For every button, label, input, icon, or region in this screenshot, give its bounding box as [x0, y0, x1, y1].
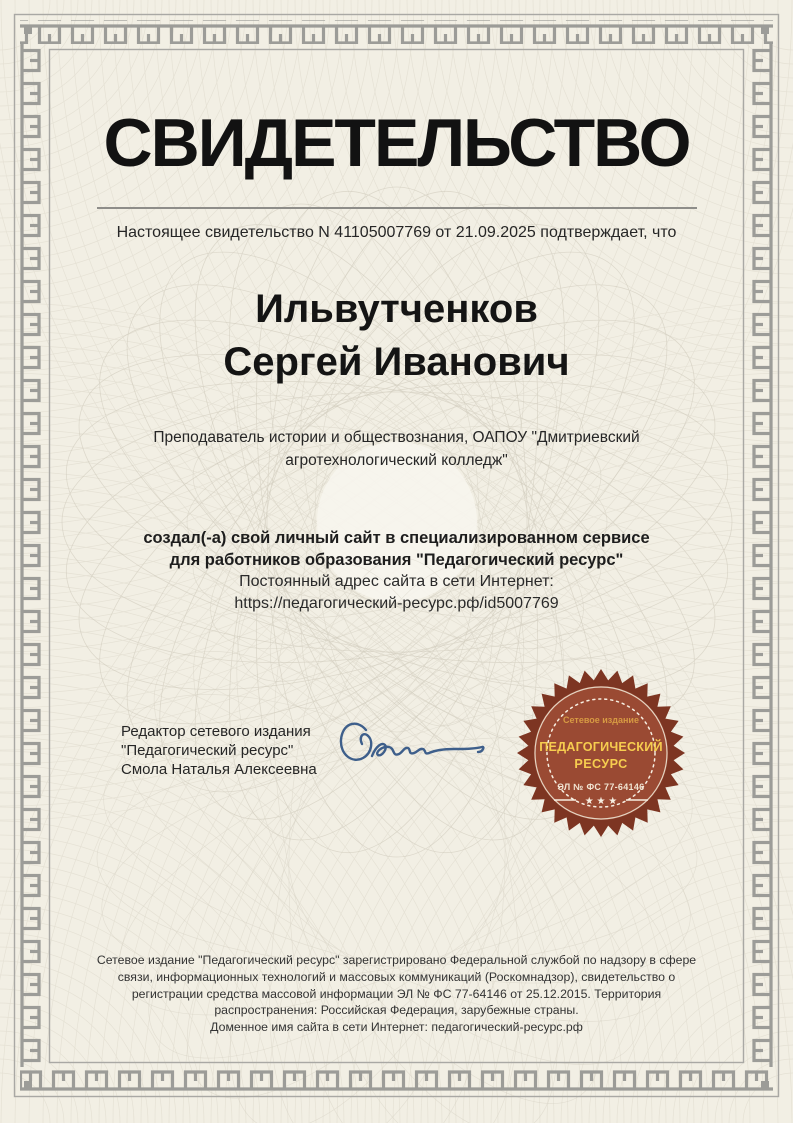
recipient-firstname: Сергей Иванович	[223, 340, 570, 384]
seal-tagline: Сетевое издание	[563, 715, 639, 725]
editor-signature	[332, 708, 492, 786]
achievement-text: создал(-а) свой личный сайт в специализированном сервисе для работников образования "Педагогический ресурс"	[143, 529, 650, 569]
recipient-position: Преподаватель истории и обществознания, ОАПОУ "Дмитриевский агротехнологический колледж"	[153, 429, 640, 469]
recipient-name	[0, 283, 793, 389]
registration-footer	[0, 952, 793, 1036]
seal-reg-number: ЭЛ № ФС 77-64146	[557, 782, 645, 792]
footer-line: связи, информационных технологий и массовых коммуникаций (Роскомнадзор), свидетельство о	[117, 969, 676, 984]
seal-name-line2: РЕСУРС	[574, 757, 628, 771]
editor-block: Редактор сетевого издания "Педагогический ресурс" Смола Наталья Алексеевна	[121, 723, 317, 778]
editor-name: Смола Наталья Алексеевна	[121, 761, 317, 778]
site-address	[0, 571, 793, 614]
registration-seal	[516, 668, 686, 838]
meander-band-top	[20, 20, 773, 44]
title-divider	[97, 207, 697, 209]
certificate-statement: Настоящее свидетельство N 41105007769 от 21.09.2025 подтверждает, что	[116, 224, 677, 241]
seal-name-line1: ПЕДАГОГИЧЕСКИЙ	[539, 740, 663, 754]
footer-line: Сетевое издание "Педагогический ресурс" зарегистрировано Федеральной службой по надзору в сфере	[96, 953, 697, 967]
seal-stars: ★ ★ ★	[584, 796, 618, 807]
signature-stroke	[341, 724, 483, 760]
site-address-label: Постоянный адрес сайта в сети Интернет:	[239, 573, 554, 590]
site-address-url: https://педагогический-ресурс.рф/id5007769	[234, 594, 559, 612]
certificate-title: СВИДЕТЕЛЬСТВО	[103, 105, 690, 181]
recipient-surname: Ильвутченков	[255, 287, 538, 331]
footer-line: регистрации средства массовой информации ЭЛ № ФС 77-64146 от 25.12.2015. Территория	[131, 986, 662, 1001]
footer-line: Доменное имя сайта в сети Интернет: педагогический-ресурс.рф	[210, 1020, 583, 1035]
footer-line: распространения: Российская Федерация, зарубежные страны.	[214, 1003, 579, 1018]
meander-band-bottom	[20, 1067, 773, 1091]
